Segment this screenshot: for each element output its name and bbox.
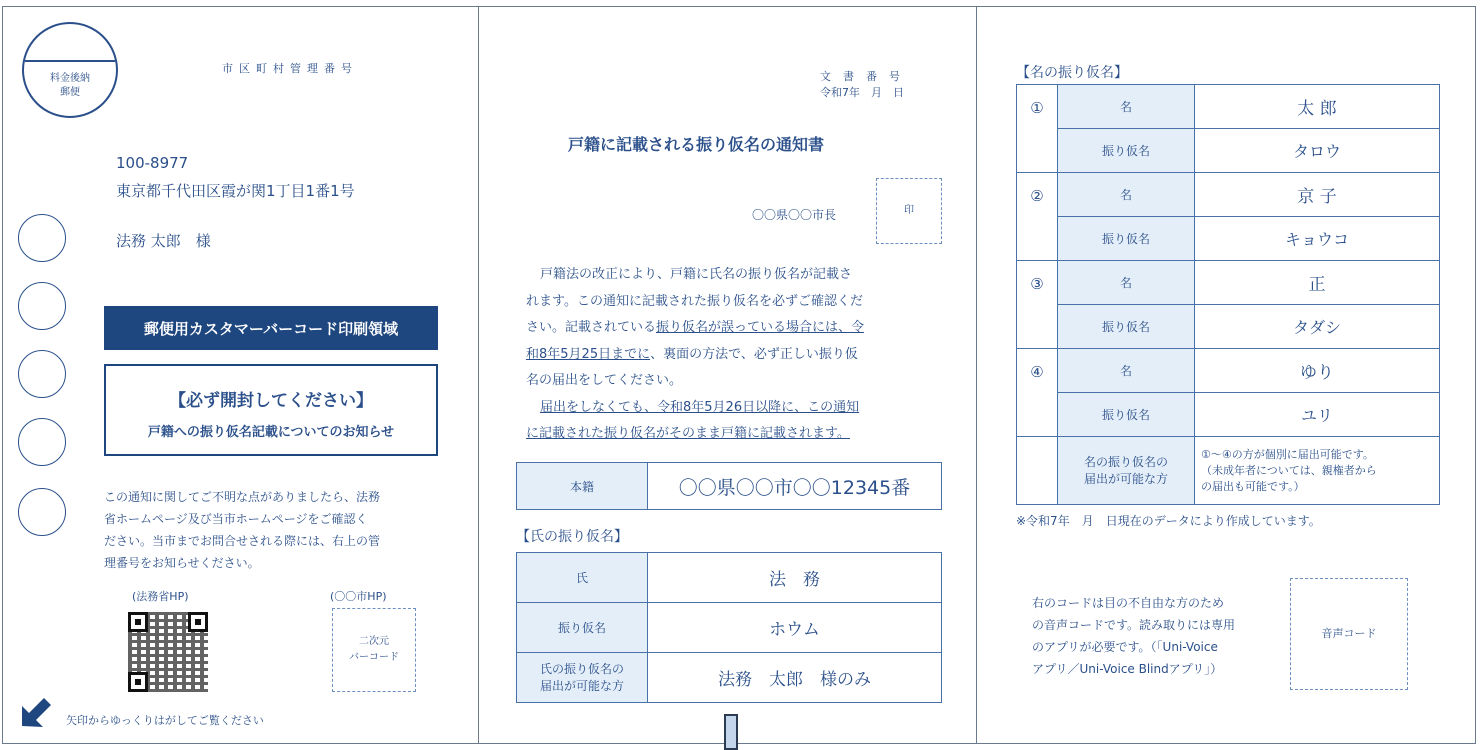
postage-paid-stamp bbox=[22, 22, 118, 118]
issuer: 〇〇県〇〇市長 bbox=[752, 208, 837, 222]
given-name-value: ゆり bbox=[1195, 349, 1440, 393]
customer-barcode-area: 郵便用カスタマーバーコード印刷領域 bbox=[104, 306, 438, 350]
given-name-table bbox=[1016, 84, 1440, 505]
given-name-value: 京 子 bbox=[1195, 173, 1440, 217]
surname-kana-value: ホウム bbox=[648, 603, 942, 653]
peel-arrow-icon bbox=[20, 698, 54, 730]
surname-eligible-label: 氏の振り仮名の 届出が可能な方 bbox=[517, 653, 648, 703]
fold-line-1 bbox=[478, 6, 479, 744]
moj-hp-label: (法務省HP) bbox=[132, 590, 189, 603]
given-kana-value: タダシ bbox=[1195, 305, 1440, 349]
binding-hole bbox=[18, 214, 66, 262]
notice-subtitle: 戸籍への振り仮名記載についてのお知らせ bbox=[147, 425, 395, 440]
person-number: ③ bbox=[1017, 261, 1058, 349]
document-title: 戸籍に記載される振り仮名の通知書 bbox=[568, 135, 825, 154]
given-name-value: 正 bbox=[1195, 261, 1440, 305]
name-label: 名 bbox=[1058, 173, 1195, 217]
notice-body: 戸籍法の改正により、戸籍に氏名の振り仮名が記載さ れます。この通知に記載された振り仮名を必ずご確認くだ さい。記載されている振り仮名が誤っている場合には、令 和8年5月25日までに、裏面の方法で、必ず正しい振り仮 名の届出をしてください。 届出をしなくても、令和8年5月26日以降に、この通知 に記載された振り仮名がそのまま戸籍に記載されます。 bbox=[526, 267, 865, 441]
surname-table bbox=[516, 552, 942, 703]
pull-tab[interactable] bbox=[724, 714, 738, 750]
kana-label: 振り仮名 bbox=[1058, 129, 1195, 173]
recipient-name: 法務 太郎 様 bbox=[116, 232, 211, 250]
binding-hole bbox=[18, 418, 66, 466]
voice-code-label: 音声コード bbox=[1321, 627, 1377, 640]
notice-title: 【必ず開封してください】 bbox=[169, 391, 373, 411]
city-2d-barcode-placeholder: 二次元 バーコード bbox=[332, 608, 416, 692]
city-hp-label: (〇〇市HP) bbox=[330, 590, 387, 603]
moj-qr-code bbox=[128, 612, 208, 692]
given-kana-value: ユリ bbox=[1195, 393, 1440, 437]
kana-label: 振り仮名 bbox=[1058, 305, 1195, 349]
management-number-label: 市区町村管理番号 bbox=[222, 62, 358, 75]
binding-hole bbox=[18, 282, 66, 330]
person-number: ① bbox=[1017, 85, 1058, 173]
surname-eligible-value: 法務 太郎 様のみ bbox=[648, 653, 942, 703]
honseki-value: 〇〇県〇〇市〇〇12345番 bbox=[648, 463, 942, 510]
kana-label: 振り仮名 bbox=[1058, 393, 1195, 437]
name-label: 名 bbox=[1058, 349, 1195, 393]
name-label: 名 bbox=[1058, 261, 1195, 305]
seal-label: 印 bbox=[904, 205, 914, 216]
given-kana-value: キョウコ bbox=[1195, 217, 1440, 261]
surname-value: 法 務 bbox=[648, 553, 942, 603]
given-eligible-note: ①～④の方が個別に届出可能です。 （未成年者については、親権者から の届出も可能です。） bbox=[1195, 437, 1440, 505]
fold-line-2 bbox=[976, 6, 977, 744]
honseki-label: 本籍 bbox=[517, 463, 648, 510]
kana-label: 振り仮名 bbox=[1058, 217, 1195, 261]
person-number: ② bbox=[1017, 173, 1058, 261]
honseki-table bbox=[516, 462, 942, 510]
binding-hole bbox=[18, 488, 66, 536]
binding-hole bbox=[18, 350, 66, 398]
recipient-address: 東京都千代田区霞が関1丁目1番1号 bbox=[116, 182, 355, 200]
open-notice-box bbox=[104, 364, 438, 456]
person-number: ④ bbox=[1017, 349, 1058, 437]
stamp-text-line1: 料金後納 bbox=[50, 73, 90, 84]
stamp-text-line2: 郵便 bbox=[60, 87, 80, 98]
given-eligible-label: 名の振り仮名の 届出が可能な方 bbox=[1058, 437, 1195, 505]
data-date-note: ※令和7年 月 日現在のデータにより作成しています。 bbox=[1016, 514, 1321, 528]
postal-code: 100-8977 bbox=[116, 154, 189, 172]
voice-code-box bbox=[1290, 578, 1408, 690]
voice-code-explanation: 右のコードは目の不自由な方のため の音声コードです。読み取りには専用 のアプリが必要です。（「Uni-Voice アプリ／Uni-Voice Blindアプリ」） bbox=[1032, 596, 1236, 676]
name-label: 名 bbox=[1058, 85, 1195, 129]
given-name-section-title: 【名の振り仮名】 bbox=[1016, 65, 1128, 81]
doc-number-label: 文書番号 bbox=[820, 70, 912, 83]
seal-box bbox=[876, 178, 942, 244]
doc-date: 令和7年 月 日 bbox=[820, 86, 904, 99]
surname-label: 氏 bbox=[517, 553, 648, 603]
given-kana-value: タロウ bbox=[1195, 129, 1440, 173]
peel-instruction: 矢印からゆっくりはがしてご覧ください bbox=[66, 714, 264, 727]
surname-section-title: 【氏の振り仮名】 bbox=[516, 529, 628, 545]
inquiry-text: この通知に関してご不明な点がありましたら、法務 省ホームページ及び当市ホームページをご確認く ださい。当市までお問合せされる際には、右上の管 理番号をお知らせください。 bbox=[104, 490, 381, 570]
surname-kana-label: 振り仮名 bbox=[517, 603, 648, 653]
given-name-value: 太 郎 bbox=[1195, 85, 1440, 129]
